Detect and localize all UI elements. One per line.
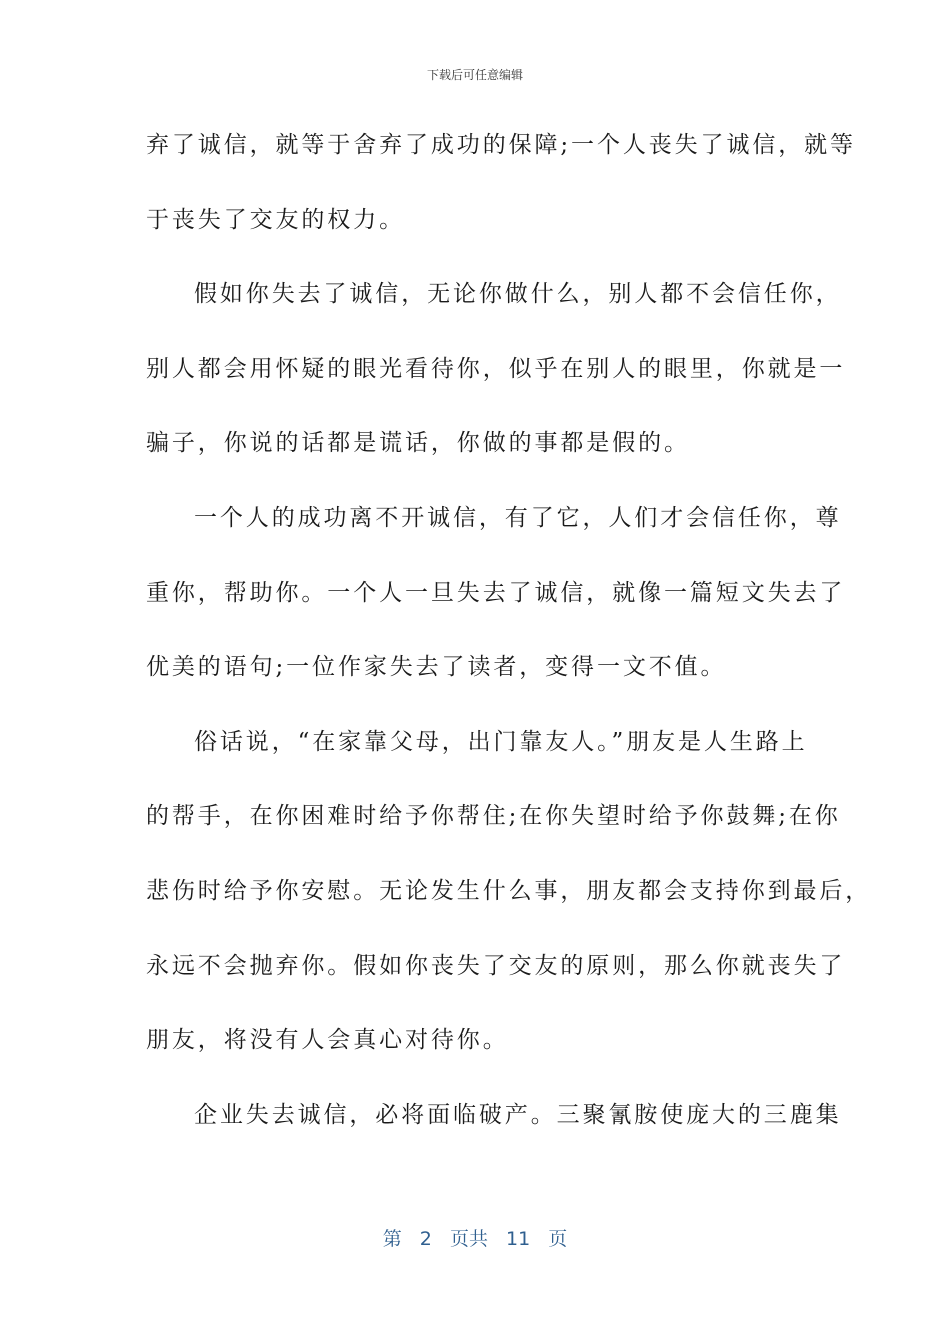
paragraph-start-line: 假如你失去了诚信，无论你做什么，别人都不会信任你， xyxy=(194,281,842,308)
text-line: 重你，帮助你。一个人一旦失去了诚信，就像一篇短文失去了 xyxy=(146,579,846,606)
text-line: 悲伤时给予你安慰。无论发生什么事，朋友都会支持你到最后， xyxy=(146,877,872,904)
current-page-number: 2 xyxy=(419,1228,432,1250)
total-pages-number: 11 xyxy=(506,1228,531,1250)
paragraph-start-line: 一个人的成功离不开诚信，有了它，人们才会信任你，尊 xyxy=(194,504,842,531)
document-body xyxy=(146,118,872,1162)
text-line: 朋友，将没有人会真心对待你。 xyxy=(146,1027,509,1054)
page-label-suffix: 页 xyxy=(548,1228,568,1250)
paragraph-start-line: 俗话说，“在家靠父母，出门靠友人。”朋友是人生路上 xyxy=(194,728,808,755)
text-line: 于丧失了交友的权力。 xyxy=(146,206,405,233)
page-footer xyxy=(0,1224,950,1251)
page-header: 下载后可任意编辑 xyxy=(426,68,523,82)
text-line: 永远不会抛弃你。假如你丧失了交友的原则，那么你就丧失了 xyxy=(146,952,846,979)
text-line: 别人都会用怀疑的眼光看待你，似乎在别人的眼里，你就是一 xyxy=(146,355,846,382)
text-line: 弃了诚信，就等于舍弃了成功的保障;一个人丧失了诚信，就等 xyxy=(146,132,856,158)
page-label-prefix: 第 xyxy=(382,1228,402,1250)
page-label-middle: 页共 xyxy=(449,1228,488,1250)
paragraph-start-line: 企业失去诚信，必将面临破产。三聚氰胺使庞大的三鹿集 xyxy=(194,1101,842,1128)
text-line: 骗子，你说的话都是谎话，你做的事都是假的。 xyxy=(146,430,690,457)
text-line: 的帮手，在你困难时给予你帮住;在你失望时给予你鼓舞;在你 xyxy=(146,803,841,830)
text-line: 优美的语句;一位作家失去了读者，变得一文不值。 xyxy=(146,654,727,681)
